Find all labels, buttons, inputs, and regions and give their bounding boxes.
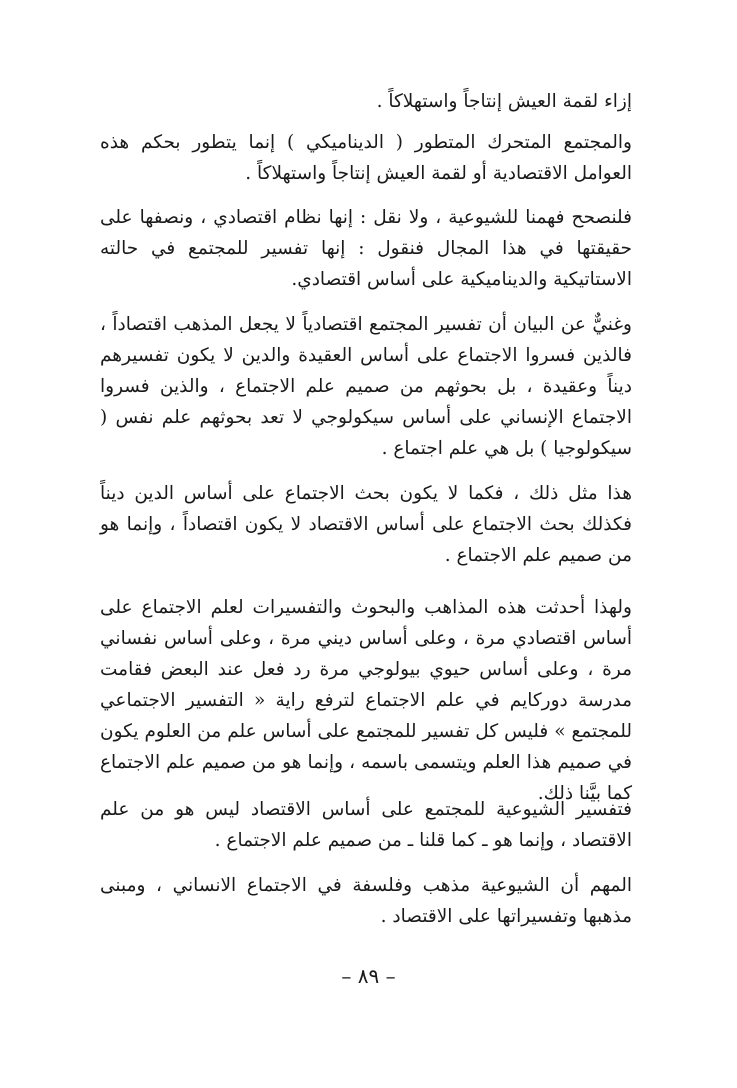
paragraph-3-block <box>100 202 632 295</box>
page-number: – ٨٩ – <box>341 964 396 988</box>
paragraph-1: إزاء لقمة العيش إنتاجاً واستهلاكاً . <box>376 91 632 112</box>
paragraph-8-block <box>100 870 632 932</box>
paragraph-4-block <box>100 309 632 464</box>
paragraph-8: المهم أن الشيوعية مذهب وفلسفة في الاجتماع الانساني ، ومبنى مذهبها وتفسيراتها على الاقتصاد . <box>100 875 632 927</box>
paragraph-2-block <box>100 127 632 189</box>
paragraph-7: فتفسير الشيوعية للمجتمع على أساس الاقتصاد ليس هو من علم الاقتصاد ، وإنما هو ـ كما قلنا ـ من صميم علم الاجتماع . <box>100 799 632 851</box>
paragraph-1-block <box>100 86 632 117</box>
paragraph-4: وغنيٌّ عن البيان أن تفسير المجتمع اقتصادياً لا يجعل المذهب اقتصاداً ، فالذين فسروا الاجتماع على أساس العقيدة والدين لا يكون تفسيرهم ديناً وعقيدة ، بل بحوثهم من صميم علم الاجتماع ، والذين فسروا الاجتماع الإنساني على أساس سيكولوجي لا تعد بحوثهم علم نفس ( سيكولوجيا ) بل هي علم اجتماع . <box>100 314 632 459</box>
paragraph-2: والمجتمع المتحرك المتطور ( الديناميكي ) إنما يتطور بحكم هذه العوامل الاقتصادية أو لقمة العيش إنتاجاً واستهلاكاً . <box>100 132 632 184</box>
paragraph-7-block <box>100 794 632 856</box>
paragraph-5: هذا مثل ذلك ، فكما لا يكون بحث الاجتماع على أساس الدين ديناً فكذلك بحث الاجتماع على أساس الاقتصاد لا يكون اقتصاداً ، وإنما هو من صميم علم الاجتماع . <box>100 483 632 566</box>
paragraph-6: ولهذا أحدثت هذه المذاهب والبحوث والتفسيرات لعلم الاجتماع على أساس اقتصادي مرة ، وعلى أساس ديني مرة ، وعلى أساس نفساني مرة ، وعلى أساس حيوي بيولوجي مرة رد فعل عند البعض فقامت مدرسة دوركايم في علم الاجتماع لترفع راية « التفسير الاجتماعي للمجتمع » فليس كل تفسير للمجتمع على أساس علم من العلوم يكون في صميم هذا العلم ويتسمى باسمه ، وإنما هو من صميم علم الاجتماع كما بيَّنا ذلك. <box>100 597 632 804</box>
paragraph-5-block <box>100 478 632 571</box>
paragraph-3: فلنصحح فهمنا للشيوعية ، ولا نقل : إنها نظام اقتصادي ، ونصفها على حقيقتها في هذا المجال فنقول : إنها تفسير للمجتمع في حالته الاستاتيكية والديناميكية على أساس اقتصادي. <box>100 207 632 290</box>
paragraph-6-block <box>100 592 632 809</box>
